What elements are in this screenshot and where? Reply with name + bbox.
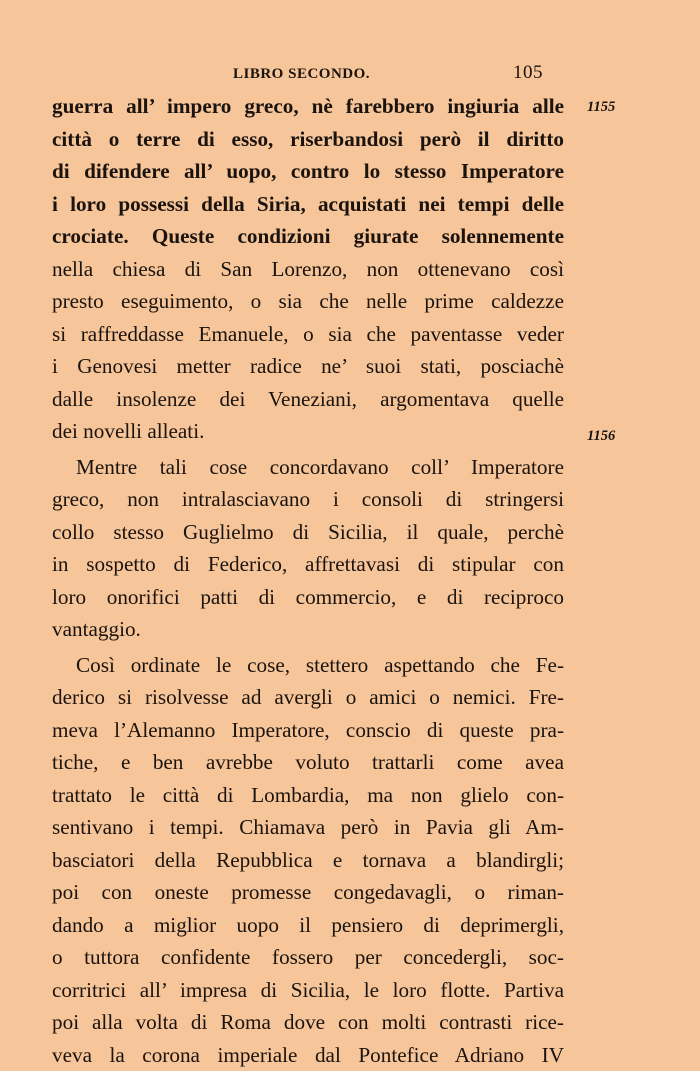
text-line: trattato le città di Lombardia, ma non glielo con- xyxy=(52,779,564,812)
text-line: greco, non intralasciavano i consoli di stringersi xyxy=(52,483,564,516)
text-line: presto eseguimento, o sia che nelle prime caldezze xyxy=(52,285,564,318)
text-line: dando a miglior uopo il pensiero di deprimergli, xyxy=(52,909,564,942)
margin-year-note: 1156 xyxy=(587,428,615,445)
text-line: città o terre di esso, riserbandosi però il diritto xyxy=(52,123,564,156)
text-line: Mentre tali cose concordavano coll’ Imperatore xyxy=(52,451,564,484)
text-line: in sospetto di Federico, affrettavasi di stipular con xyxy=(52,548,564,581)
text-line: derico si risolvesse ad avergli o amici o nemici. Fre- xyxy=(52,681,564,714)
bold-passage xyxy=(52,90,564,253)
text-line: loro onorifici patti di commercio, e di reciproco xyxy=(52,581,564,614)
text-line: Così ordinate le cose, stettero aspettando che Fe- xyxy=(52,649,564,682)
text-line: poi alla volta di Roma dove con molti contrasti rice- xyxy=(52,1006,564,1039)
text-line: si raffreddasse Emanuele, o sia che paventasse veder xyxy=(52,318,564,351)
text-line: i loro possessi della Siria, acquistati nei tempi delle xyxy=(52,188,564,221)
body-text xyxy=(52,90,564,1071)
text-line: meva l’Alemanno Imperatore, conscio di queste pra- xyxy=(52,714,564,747)
text-line: veva la corona imperiale dal Pontefice Adriano IV xyxy=(52,1039,564,1071)
paragraph xyxy=(52,649,564,1071)
text-line: o tuttora confidente fossero per concedergli, soc- xyxy=(52,941,564,974)
text-line: vantaggio. xyxy=(52,613,564,646)
text-line: dalle insolenze dei Veneziani, argomentava quelle xyxy=(52,383,564,416)
text-line: i Genovesi metter radice ne’ suoi stati, posciachè xyxy=(52,350,564,383)
text-line: nella chiesa di San Lorenzo, non ottenevano così xyxy=(52,253,564,286)
text-line: tiche, e ben avrebbe voluto trattarli come avea xyxy=(52,746,564,779)
page-number: 105 xyxy=(513,62,543,84)
text-line: basciatori della Repubblica e tornava a blandirgli; xyxy=(52,844,564,877)
text-line: di difendere all’ uopo, contro lo stesso Imperatore xyxy=(52,155,564,188)
text-line: guerra all’ impero greco, nè farebbero ingiuria alle xyxy=(52,90,564,123)
text-line: sentivano i tempi. Chiamava però in Pavia gli Am- xyxy=(52,811,564,844)
running-header xyxy=(233,62,543,86)
text-line: corritrici all’ impresa di Sicilia, le loro flotte. Partiva xyxy=(52,974,564,1007)
running-title: LIBRO SECONDO. xyxy=(233,66,370,83)
text-line: dei novelli alleati. xyxy=(52,415,564,448)
text-line: poi con oneste promesse congedavagli, o riman- xyxy=(52,876,564,909)
paragraph xyxy=(52,90,564,448)
margin-year-note: 1155 xyxy=(587,99,615,116)
paragraph xyxy=(52,451,564,646)
text-line: collo stesso Guglielmo di Sicilia, il quale, perchè xyxy=(52,516,564,549)
text-line: crociate. Queste condizioni giurate solennemente xyxy=(52,220,564,253)
